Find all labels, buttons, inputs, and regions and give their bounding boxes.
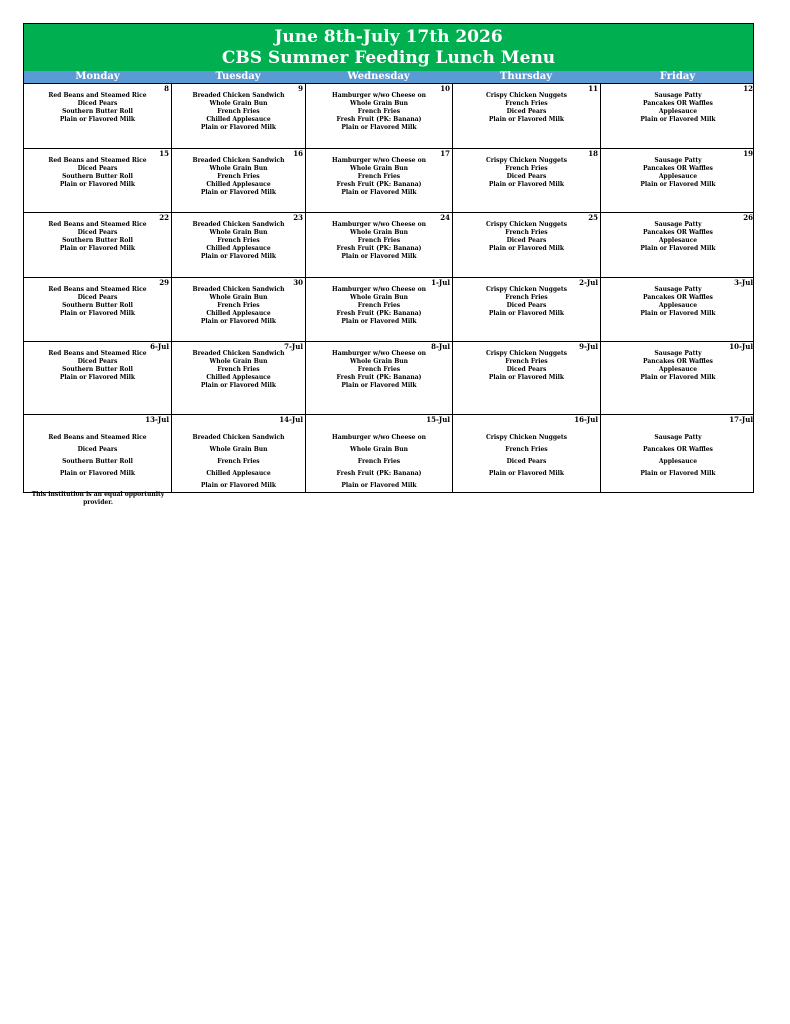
date-number: 10-Jul bbox=[729, 342, 753, 351]
menu-item: Hamburger w/wo Cheese on bbox=[332, 350, 426, 357]
date-number: 1-Jul bbox=[431, 278, 450, 287]
menu-item: Plain or Flavored Milk bbox=[640, 116, 716, 123]
date-number: 8-Jul bbox=[431, 342, 450, 351]
day-cell-wednesday bbox=[305, 84, 452, 148]
date-number: 15-Jul bbox=[426, 415, 450, 424]
menu-item: French Fries bbox=[505, 229, 548, 236]
menu-item: Whole Grain Bun bbox=[209, 100, 268, 107]
menu-item: French Fries bbox=[505, 358, 548, 365]
menu-item: Plain or Flavored Milk bbox=[200, 189, 277, 196]
menu-item: Plain or Flavored Milk bbox=[341, 189, 417, 196]
menu-item: Diced Pears bbox=[506, 237, 547, 244]
menu-item: French Fries bbox=[505, 446, 548, 453]
menu-item: Applesauce bbox=[658, 173, 698, 180]
menu-item: Diced Pears bbox=[77, 358, 118, 365]
menu-item: Crispy Chicken Nuggets bbox=[485, 434, 568, 441]
week-row bbox=[24, 277, 753, 341]
menu-item: Whole Grain Bun bbox=[209, 446, 268, 453]
day-cell-wednesday bbox=[305, 278, 452, 341]
menu-item: Plain or Flavored Milk bbox=[341, 482, 417, 489]
menu-item: Diced Pears bbox=[77, 165, 118, 172]
menu-item: Diced Pears bbox=[506, 173, 547, 180]
menu-item: Red Beans and Steamed Rice bbox=[48, 434, 147, 441]
day-cell-monday bbox=[24, 342, 171, 414]
menu-item: Sausage Patty bbox=[654, 286, 702, 293]
menu-item: French Fries bbox=[505, 100, 548, 107]
day-cell-tuesday bbox=[171, 213, 305, 277]
day-cell-tuesday bbox=[171, 342, 305, 414]
day-cell-monday bbox=[24, 415, 171, 492]
weeks-grid bbox=[24, 83, 753, 492]
menu-item: Chilled Applesauce bbox=[206, 470, 271, 477]
menu-item: Whole Grain Bun bbox=[350, 358, 408, 365]
menu-item: Whole Grain Bun bbox=[350, 100, 408, 107]
menu-item: Pancakes OR Waffles bbox=[643, 446, 713, 453]
menu-item: Crispy Chicken Nuggets bbox=[485, 286, 568, 293]
menu-item: French Fries bbox=[357, 366, 401, 373]
menu-item: Applesauce bbox=[658, 366, 698, 373]
date-number: 12 bbox=[743, 84, 753, 93]
date-number: 25 bbox=[588, 213, 598, 222]
day-cell-monday bbox=[24, 149, 171, 212]
date-number: 7-Jul bbox=[284, 342, 303, 351]
week-row bbox=[24, 341, 753, 414]
menu-item: Plain or Flavored Milk bbox=[488, 310, 565, 317]
menu-item: Breaded Chicken Sandwich bbox=[192, 221, 285, 228]
menu-item: Plain or Flavored Milk bbox=[59, 374, 136, 381]
menu-item: Southern Butter Roll bbox=[62, 237, 133, 244]
day-cell-thursday bbox=[452, 342, 600, 414]
day-header-row bbox=[24, 71, 753, 83]
date-number: 17-Jul bbox=[729, 415, 753, 424]
menu-item: Crispy Chicken Nuggets bbox=[485, 350, 568, 357]
menu-item: Southern Butter Roll bbox=[62, 108, 133, 115]
menu-item: Whole Grain Bun bbox=[209, 294, 268, 301]
day-header-wednesday: Wednesday bbox=[347, 71, 410, 82]
date-number: 29 bbox=[159, 278, 169, 287]
menu-item: Red Beans and Steamed Rice bbox=[48, 350, 147, 357]
menu-item: Plain or Flavored Milk bbox=[59, 116, 136, 123]
lunch-menu-calendar bbox=[23, 23, 754, 493]
menu-item: French Fries bbox=[217, 173, 260, 180]
menu-item: Chilled Applesauce bbox=[206, 374, 271, 381]
menu-item: Plain or Flavored Milk bbox=[488, 116, 565, 123]
menu-item: Plain or Flavored Milk bbox=[488, 245, 565, 252]
day-cell-monday bbox=[24, 278, 171, 341]
menu-item: Hamburger w/wo Cheese on bbox=[332, 286, 426, 293]
menu-item: Plain or Flavored Milk bbox=[59, 181, 136, 188]
date-number: 9-Jul bbox=[579, 342, 598, 351]
menu-item: Breaded Chicken Sandwich bbox=[192, 157, 285, 164]
date-number: 18 bbox=[588, 149, 598, 158]
day-cell-thursday bbox=[452, 84, 600, 148]
menu-item: Plain or Flavored Milk bbox=[59, 310, 136, 317]
date-number: 11 bbox=[588, 84, 598, 93]
day-cell-friday bbox=[600, 149, 755, 212]
menu-item: Diced Pears bbox=[77, 294, 118, 301]
menu-item: Chilled Applesauce bbox=[206, 310, 271, 317]
menu-item: Hamburger w/wo Cheese on bbox=[332, 221, 426, 228]
menu-item: Whole Grain Bun bbox=[350, 294, 408, 301]
menu-item: Hamburger w/wo Cheese on bbox=[332, 92, 426, 99]
menu-item: Diced Pears bbox=[77, 446, 118, 453]
day-cell-friday bbox=[600, 213, 755, 277]
day-cell-monday bbox=[24, 84, 171, 148]
date-number: 19 bbox=[743, 149, 753, 158]
date-number: 15 bbox=[159, 149, 169, 158]
menu-item: Crispy Chicken Nuggets bbox=[485, 92, 568, 99]
date-number: 10 bbox=[440, 84, 450, 93]
menu-item: Pancakes OR Waffles bbox=[643, 294, 713, 301]
day-cell-wednesday bbox=[305, 415, 452, 492]
week-row bbox=[24, 148, 753, 212]
menu-item: Sausage Patty bbox=[654, 350, 702, 357]
menu-item: Applesauce bbox=[658, 108, 698, 115]
menu-item: French Fries bbox=[357, 302, 401, 309]
menu-item: Whole Grain Bun bbox=[350, 229, 408, 236]
date-number: 30 bbox=[293, 278, 303, 287]
equal-opportunity-footnote: This institution is an equal opportunity provider. bbox=[31, 491, 165, 506]
menu-item: Plain or Flavored Milk bbox=[341, 318, 417, 325]
menu-item: French Fries bbox=[217, 302, 260, 309]
date-number: 13-Jul bbox=[145, 415, 169, 424]
menu-item: French Fries bbox=[217, 458, 260, 465]
menu-item: Crispy Chicken Nuggets bbox=[485, 157, 568, 164]
menu-item: Fresh Fruit (PK: Banana) bbox=[336, 116, 422, 123]
menu-item: Fresh Fruit (PK: Banana) bbox=[336, 470, 422, 477]
menu-title: CBS Summer Feeding Lunch Menu bbox=[221, 48, 556, 68]
day-cell-thursday bbox=[452, 278, 600, 341]
day-header-friday: Friday bbox=[659, 71, 696, 82]
menu-item: Crispy Chicken Nuggets bbox=[485, 221, 568, 228]
menu-item: Whole Grain Bun bbox=[350, 446, 408, 453]
menu-item: Red Beans and Steamed Rice bbox=[48, 157, 147, 164]
week-row bbox=[24, 83, 753, 148]
menu-item: Chilled Applesauce bbox=[206, 245, 271, 252]
menu-item: Plain or Flavored Milk bbox=[488, 374, 565, 381]
menu-item: Applesauce bbox=[658, 458, 698, 465]
menu-item: Diced Pears bbox=[506, 366, 547, 373]
menu-item: Plain or Flavored Milk bbox=[488, 470, 565, 477]
date-number: 2-Jul bbox=[579, 278, 598, 287]
menu-item: Plain or Flavored Milk bbox=[59, 245, 136, 252]
menu-item: Plain or Flavored Milk bbox=[200, 253, 277, 260]
menu-item: French Fries bbox=[217, 366, 260, 373]
menu-item: Plain or Flavored Milk bbox=[640, 181, 716, 188]
menu-item: Plain or Flavored Milk bbox=[200, 318, 277, 325]
menu-item: French Fries bbox=[357, 173, 401, 180]
day-header-tuesday: Tuesday bbox=[215, 71, 261, 82]
day-cell-friday bbox=[600, 84, 755, 148]
menu-item: Plain or Flavored Milk bbox=[640, 374, 716, 381]
menu-item: Whole Grain Bun bbox=[350, 165, 408, 172]
menu-item: Diced Pears bbox=[77, 229, 118, 236]
menu-item: Applesauce bbox=[658, 302, 698, 309]
date-number: 8 bbox=[164, 84, 169, 93]
menu-item: Plain or Flavored Milk bbox=[341, 124, 417, 131]
menu-item: Sausage Patty bbox=[654, 157, 702, 164]
menu-item: Whole Grain Bun bbox=[209, 358, 268, 365]
date-number: 26 bbox=[743, 213, 753, 222]
menu-item: Fresh Fruit (PK: Banana) bbox=[336, 245, 422, 252]
menu-item: Hamburger w/wo Cheese on bbox=[332, 434, 426, 441]
menu-item: Sausage Patty bbox=[654, 434, 702, 441]
menu-item: Hamburger w/wo Cheese on bbox=[332, 157, 426, 164]
menu-item: French Fries bbox=[505, 294, 548, 301]
day-cell-friday bbox=[600, 278, 755, 341]
menu-item: Whole Grain Bun bbox=[209, 165, 268, 172]
menu-item: Southern Butter Roll bbox=[62, 173, 133, 180]
date-number: 9 bbox=[298, 84, 303, 93]
day-cell-monday bbox=[24, 213, 171, 277]
day-cell-thursday bbox=[452, 415, 600, 492]
day-cell-thursday bbox=[452, 213, 600, 277]
menu-item: Southern Butter Roll bbox=[62, 366, 133, 373]
menu-item: Breaded Chicken Sandwich bbox=[192, 434, 285, 441]
date-number: 6-Jul bbox=[150, 342, 169, 351]
menu-item: Sausage Patty bbox=[654, 221, 702, 228]
week-row bbox=[24, 212, 753, 277]
date-number: 17 bbox=[440, 149, 450, 158]
menu-item: Diced Pears bbox=[506, 458, 547, 465]
menu-item: Plain or Flavored Milk bbox=[640, 245, 716, 252]
day-cell-tuesday bbox=[171, 149, 305, 212]
menu-item: Plain or Flavored Milk bbox=[640, 310, 716, 317]
menu-item: Fresh Fruit (PK: Banana) bbox=[336, 374, 422, 381]
day-cell-wednesday bbox=[305, 342, 452, 414]
menu-item: Fresh Fruit (PK: Banana) bbox=[336, 181, 422, 188]
menu-item: Red Beans and Steamed Rice bbox=[48, 92, 147, 99]
menu-item: Plain or Flavored Milk bbox=[488, 181, 565, 188]
menu-item: Breaded Chicken Sandwich bbox=[192, 286, 285, 293]
menu-item: Plain or Flavored Milk bbox=[200, 482, 277, 489]
date-number: 23 bbox=[293, 213, 303, 222]
menu-item: Plain or Flavored Milk bbox=[200, 382, 277, 389]
menu-item: Plain or Flavored Milk bbox=[200, 124, 277, 131]
week-row bbox=[24, 414, 753, 492]
day-cell-tuesday bbox=[171, 278, 305, 341]
menu-item: Pancakes OR Waffles bbox=[643, 165, 713, 172]
menu-item: Breaded Chicken Sandwich bbox=[192, 350, 285, 357]
date-number: 16-Jul bbox=[574, 415, 598, 424]
menu-item: Pancakes OR Waffles bbox=[643, 100, 713, 107]
title-band bbox=[24, 24, 753, 71]
menu-item: Pancakes OR Waffles bbox=[643, 229, 713, 236]
menu-item: Plain or Flavored Milk bbox=[341, 382, 417, 389]
day-cell-friday bbox=[600, 415, 755, 492]
menu-item: French Fries bbox=[217, 237, 260, 244]
day-cell-friday bbox=[600, 342, 755, 414]
menu-item: French Fries bbox=[357, 108, 401, 115]
day-cell-tuesday bbox=[171, 84, 305, 148]
menu-item: Red Beans and Steamed Rice bbox=[48, 286, 147, 293]
menu-item: Diced Pears bbox=[506, 108, 547, 115]
menu-date-range-title: June 8th-July 17th 2026 bbox=[274, 27, 503, 47]
menu-item: Plain or Flavored Milk bbox=[640, 470, 716, 477]
date-number: 24 bbox=[440, 213, 450, 222]
menu-item: Breaded Chicken Sandwich bbox=[192, 92, 285, 99]
date-number: 14-Jul bbox=[279, 415, 303, 424]
menu-item: Plain or Flavored Milk bbox=[59, 470, 136, 477]
menu-item: French Fries bbox=[217, 108, 260, 115]
menu-item: Chilled Applesauce bbox=[206, 181, 271, 188]
menu-item: Southern Butter Roll bbox=[62, 458, 133, 465]
date-number: 3-Jul bbox=[734, 278, 753, 287]
menu-item: Southern Butter Roll bbox=[62, 302, 133, 309]
day-cell-thursday bbox=[452, 149, 600, 212]
menu-item: Fresh Fruit (PK: Banana) bbox=[336, 310, 422, 317]
menu-item: Applesauce bbox=[658, 237, 698, 244]
menu-item: Diced Pears bbox=[506, 302, 547, 309]
day-cell-tuesday bbox=[171, 415, 305, 492]
menu-item: French Fries bbox=[505, 165, 548, 172]
menu-item: Diced Pears bbox=[77, 100, 118, 107]
day-cell-wednesday bbox=[305, 213, 452, 277]
menu-item: Chilled Applesauce bbox=[206, 116, 271, 123]
menu-item: Plain or Flavored Milk bbox=[341, 253, 417, 260]
menu-item: Sausage Patty bbox=[654, 92, 702, 99]
date-number: 16 bbox=[293, 149, 303, 158]
day-cell-wednesday bbox=[305, 149, 452, 212]
menu-item: French Fries bbox=[357, 237, 401, 244]
day-header-thursday: Thursday bbox=[499, 71, 553, 82]
menu-item: Red Beans and Steamed Rice bbox=[48, 221, 147, 228]
day-header-monday: Monday bbox=[75, 71, 120, 82]
menu-item: French Fries bbox=[357, 458, 401, 465]
menu-item: Whole Grain Bun bbox=[209, 229, 268, 236]
date-number: 22 bbox=[159, 213, 169, 222]
menu-item: Pancakes OR Waffles bbox=[643, 358, 713, 365]
